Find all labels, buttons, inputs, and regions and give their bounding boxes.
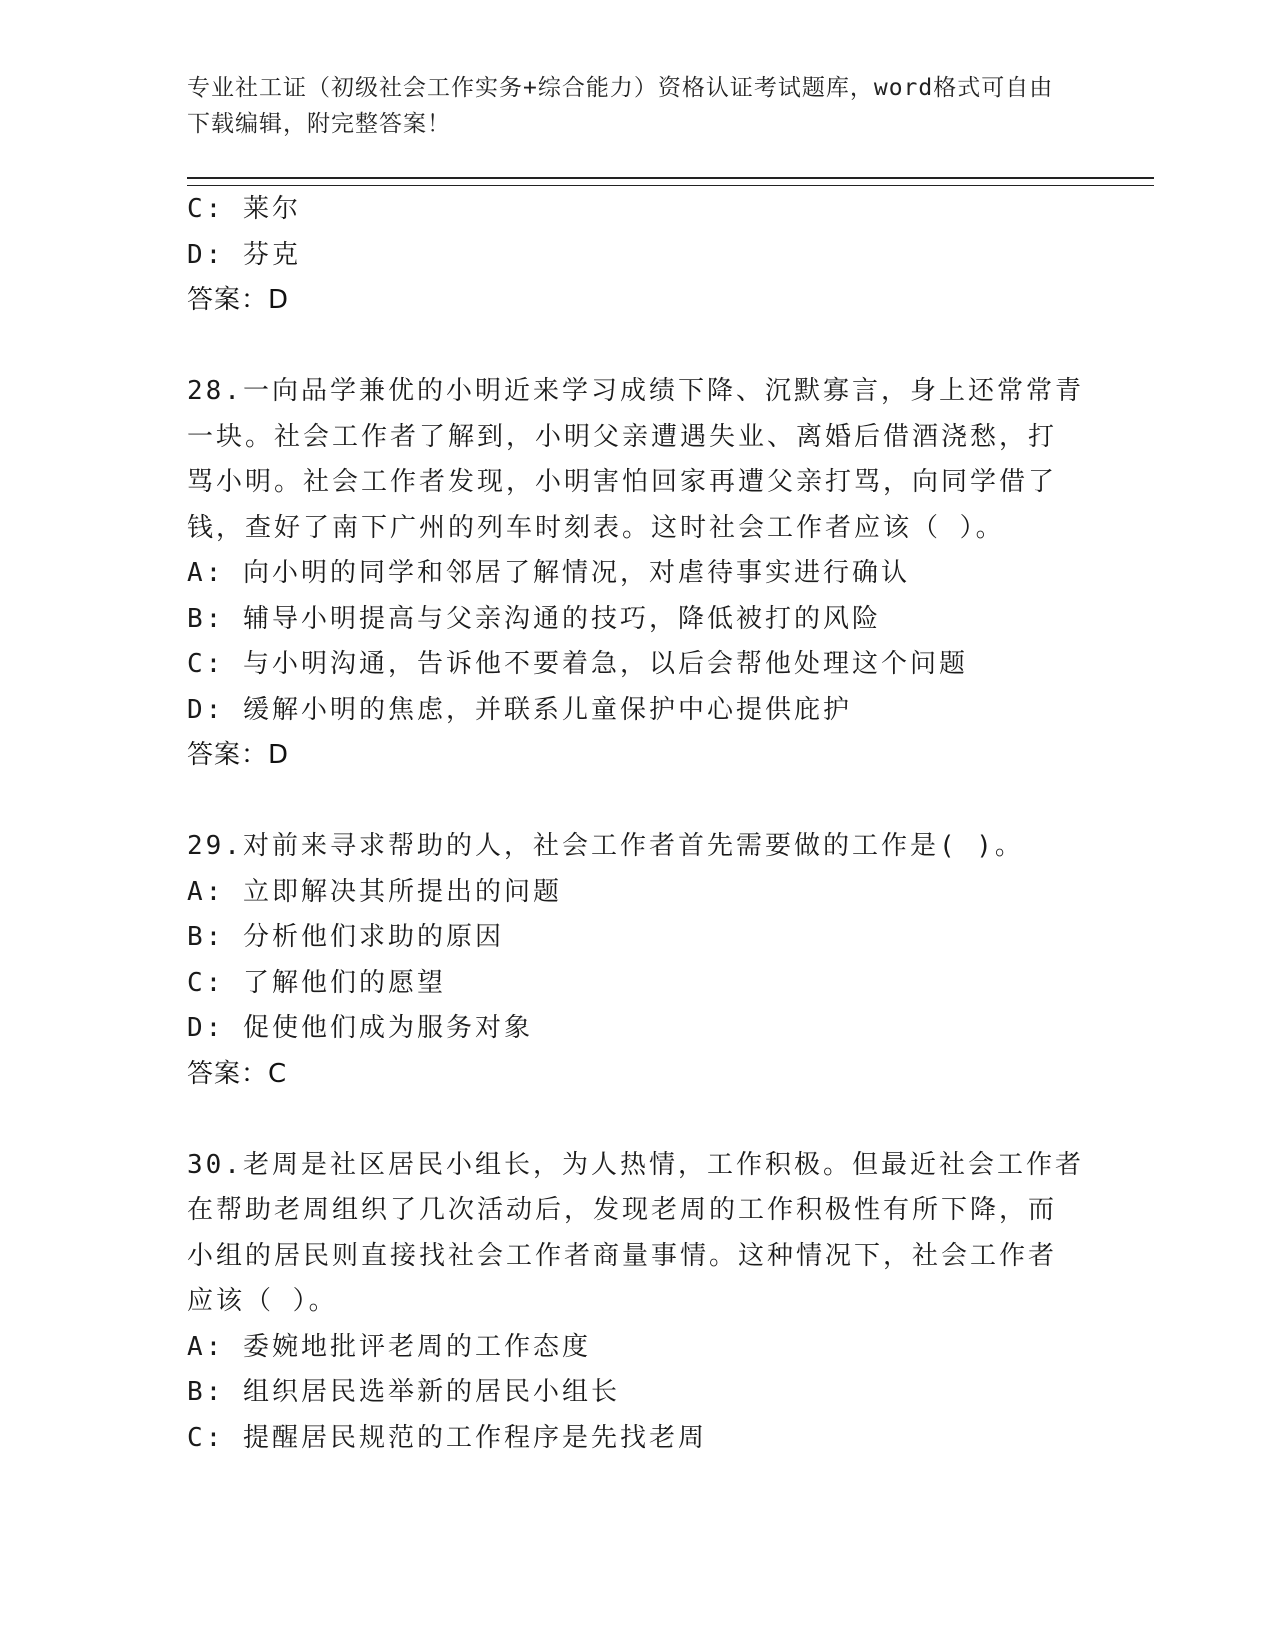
question-stem-line: 钱，查好了南下广州的列车时刻表。这时社会工作者应该（ ）。 bbox=[187, 512, 1005, 543]
option-d: D: 芬克 bbox=[187, 239, 301, 270]
option-c: C: 了解他们的愿望 bbox=[187, 967, 446, 998]
option-c: C: 莱尔 bbox=[187, 194, 301, 224]
option-a: A: 委婉地批评老周的工作态度 bbox=[187, 1331, 591, 1362]
answer-line: 答案：D bbox=[187, 285, 290, 315]
header-line-2: 下载编辑，附完整答案！ bbox=[187, 111, 451, 137]
question-stem-line: 在帮助老周组织了几次活动后，发现老周的工作积极性有所下降，而 bbox=[187, 1195, 1058, 1225]
question-stem-line: 小组的居民则直接找社会工作者商量事情。这种情况下，社会工作者 bbox=[187, 1240, 1058, 1271]
option-a: A: 向小明的同学和邻居了解情况，对虐待事实进行确认 bbox=[187, 558, 910, 588]
question-content bbox=[187, 187, 1087, 1461]
option-c: C: 与小明沟通，告诉他不要着急，以后会帮他处理这个问题 bbox=[187, 649, 968, 679]
question-stem-line: 30.老周是社区居民小组长，为人热情，工作积极。但最近社会工作者 bbox=[187, 1149, 1084, 1180]
question-30 bbox=[187, 1143, 1087, 1462]
question-stem-line: 一块。社会工作者了解到，小明父亲遭遇失业、离婚后借酒浇愁，打 bbox=[187, 421, 1058, 452]
option-b: B: 分析他们求助的原因 bbox=[187, 922, 504, 952]
option-b: B: 辅导小明提高与父亲沟通的技巧，降低被打的风险 bbox=[187, 603, 881, 634]
question-stem bbox=[187, 824, 1087, 870]
answer-line: 答案：C bbox=[187, 1058, 288, 1089]
question-29 bbox=[187, 824, 1087, 1097]
option-a: A: 立即解决其所提出的问题 bbox=[187, 876, 562, 907]
question-stem-line: 应该（ ）。 bbox=[187, 1286, 338, 1316]
option-d: D: 缓解小明的焦虑，并联系儿童保护中心提供庇护 bbox=[187, 694, 852, 725]
answer-line: 答案：D bbox=[187, 740, 290, 770]
option-c: C: 提醒居民规范的工作程序是先找老周 bbox=[187, 1422, 707, 1453]
option-d: D: 促使他们成为服务对象 bbox=[187, 1013, 533, 1043]
header-line-1: 专业社工证（初级社会工作实务+综合能力）资格认证考试题库，word格式可自由 bbox=[187, 75, 1054, 101]
question-stem bbox=[187, 1143, 1087, 1325]
question-stem bbox=[187, 369, 1087, 551]
question-stem-line: 29.对前来寻求帮助的人，社会工作者首先需要做的工作是( )。 bbox=[187, 831, 1024, 861]
document-header bbox=[187, 70, 1087, 142]
question-stem-line: 28.一向品学兼优的小明近来学习成绩下降、沉默寡言，身上还常常青 bbox=[187, 376, 1084, 406]
question-stem-line: 骂小明。社会工作者发现，小明害怕回家再遭父亲打骂，向同学借了 bbox=[187, 467, 1058, 497]
header-divider bbox=[187, 177, 1154, 186]
prev-question-tail bbox=[187, 187, 1087, 324]
question-28 bbox=[187, 369, 1087, 779]
option-b: B: 组织居民选举新的居民小组长 bbox=[187, 1377, 620, 1407]
